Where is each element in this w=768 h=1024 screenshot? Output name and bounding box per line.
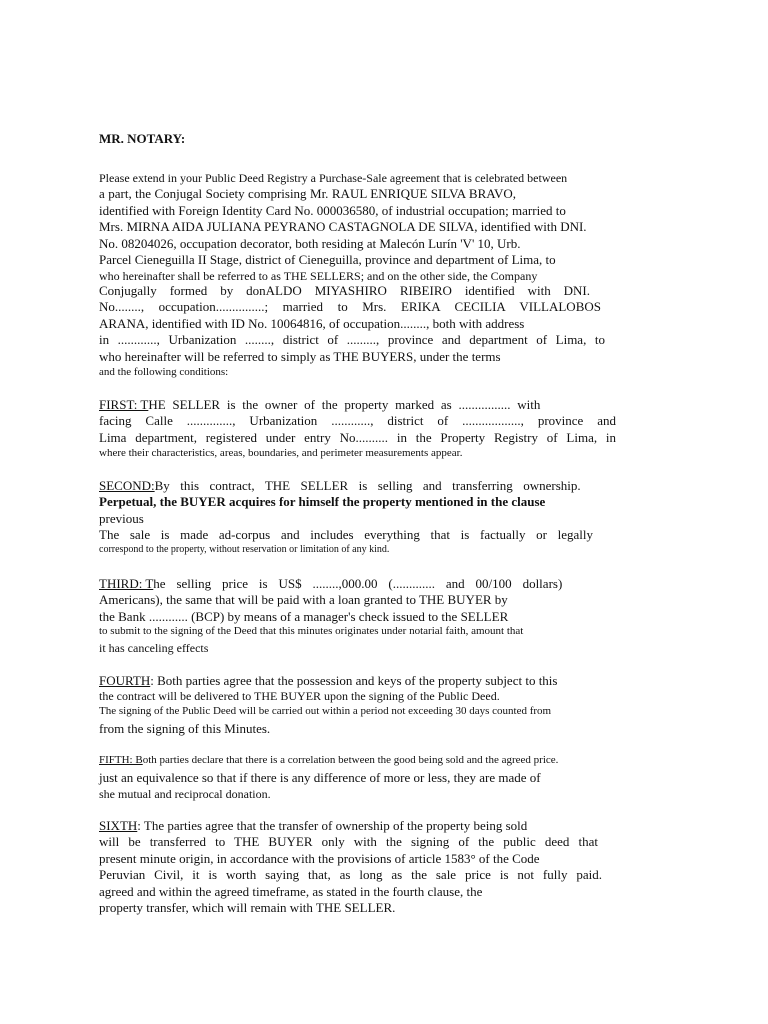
- clause-sixth-line: present minute origin, in accordance with the provisions of article 1583° of the Code: [99, 851, 540, 866]
- clause-fourth-line: The signing of the Public Deed will be carried out within a period not exceeding 30 days counted from: [99, 705, 552, 717]
- clause-fifth-line: [99, 755, 558, 766]
- clause-fourth-line: from the signing of this Minutes.: [99, 721, 271, 736]
- clause-fifth-label: FIFTH: B: [99, 754, 143, 766]
- clause-fourth-line: [99, 674, 557, 687]
- clause-third-line: to submit to the signing of the Deed that this minutes originates under notarial faith, amount that: [99, 625, 524, 637]
- clause-first-text: HE SELLER is the owner of the property marked as ................ with: [148, 397, 541, 412]
- clause-sixth-label: SIXTH: [99, 818, 138, 833]
- page-heading: MR. NOTARY:: [99, 131, 186, 146]
- clause-second-text: By this contract, THE SELLER is selling and transferring ownership.: [154, 478, 581, 493]
- intro-line: who hereinafter shall be referred to as THE SELLERS; and on the other side, the Company: [99, 269, 538, 283]
- intro-line: in ............, Urbanization ........, district of ........., province and department of Lima, to: [99, 333, 605, 347]
- intro-line: who hereinafter will be referred to simply as THE BUYERS, under the terms: [99, 349, 501, 364]
- intro-line: a part, the Conjugal Society comprising Mr. RAUL ENRIQUE SILVA BRAVO,: [99, 187, 516, 201]
- clause-second-label: SECOND:: [99, 478, 155, 493]
- clause-third-text: he selling price is US$ ........,000.00 (............. and 00/100 dollars): [153, 576, 563, 591]
- clause-second-line: previous: [99, 511, 144, 526]
- clause-first-line: where their characteristics, areas, boundaries, and perimeter measurements appear.: [99, 447, 463, 459]
- intro-line: Please extend in your Public Deed Registry a Purchase-Sale agreement that is celebrated between: [99, 171, 568, 185]
- intro-line: Mrs. MIRNA AIDA JULIANA PEYRANO CASTAGNOLA DE SILVA, identified with DNI.: [99, 219, 587, 234]
- clause-sixth-line: agreed and within the agreed timeframe, as stated in the fourth clause, the: [99, 884, 483, 899]
- clause-second-line: The sale is made ad-corpus and includes everything that is factually or legally: [99, 528, 593, 542]
- clause-fourth-text: : Both parties agree that the possession and keys of the property subject to this: [150, 673, 558, 688]
- intro-line: and the following conditions:: [99, 366, 229, 378]
- intro-line: ARANA, identified with ID No. 10064816, of occupation........, both with address: [99, 316, 525, 331]
- clause-first-label: FIRST: T: [99, 397, 149, 412]
- clause-first-line: facing Calle .............., Urbanization ............, district of .................., province and: [99, 414, 616, 428]
- intro-line: identified with Foreign Identity Card No. 000036580, of industrial occupation; married to: [99, 203, 566, 218]
- clause-fifth-line: she mutual and reciprocal donation.: [99, 787, 271, 801]
- clause-third-line: [99, 577, 562, 590]
- clause-second-line: correspond to the property, without reservation or limitation of any kind.: [99, 544, 390, 555]
- clause-second-line: Perpetual, the BUYER acquires for himself the property mentioned in the clause: [99, 494, 546, 509]
- clause-sixth-line: Peruvian Civil, it is worth saying that, as long as the sale price is not fully paid.: [99, 868, 602, 882]
- clause-fourth-line: the contract will be delivered to THE BUYER upon the signing of the Public Deed.: [99, 689, 500, 703]
- clause-first-line: [99, 398, 540, 411]
- intro-line: No........, occupation...............; married to Mrs. ERIKA CECILIA VILLALOBOS: [99, 300, 601, 314]
- clause-fifth-text: oth parties declare that there is a correlation between the good being sold and the agreed price.: [142, 754, 559, 766]
- clause-third-line: Americans), the same that will be paid with a loan granted to THE BUYER by: [99, 592, 508, 607]
- clause-third-line: it has canceling effects: [99, 641, 209, 655]
- intro-line: Parcel Cieneguilla II Stage, district of Cieneguilla, province and department of Lima, to: [99, 252, 556, 267]
- clause-sixth-text: : The parties agree that the transfer of ownership of the property being sold: [137, 818, 528, 833]
- intro-line: No. 08204026, occupation decorator, both residing at Malecón Lurín 'V' 10, Urb.: [99, 236, 521, 251]
- clause-fourth-label: FOURTH: [99, 673, 151, 688]
- clause-sixth-line: will be transferred to THE BUYER only with the signing of the public deed that: [99, 835, 598, 849]
- intro-line: Conjugally formed by donALDO MIYASHIRO RIBEIRO identified with DNI.: [99, 284, 590, 298]
- clause-third-label: THIRD: T: [99, 576, 154, 591]
- clause-third-line: the Bank ............ (BCP) by means of a manager's check issued to the SELLER: [99, 609, 509, 624]
- clause-second-line: [99, 479, 581, 492]
- clause-first-line: Lima department, registered under entry No.......... in the Property Registry of Lima, in: [99, 431, 616, 445]
- clause-sixth-line: property transfer, which will remain with THE SELLER.: [99, 900, 396, 915]
- clause-fifth-line: just an equivalence so that if there is any difference of more or less, they are made of: [99, 770, 541, 785]
- clause-sixth-line: [99, 819, 527, 832]
